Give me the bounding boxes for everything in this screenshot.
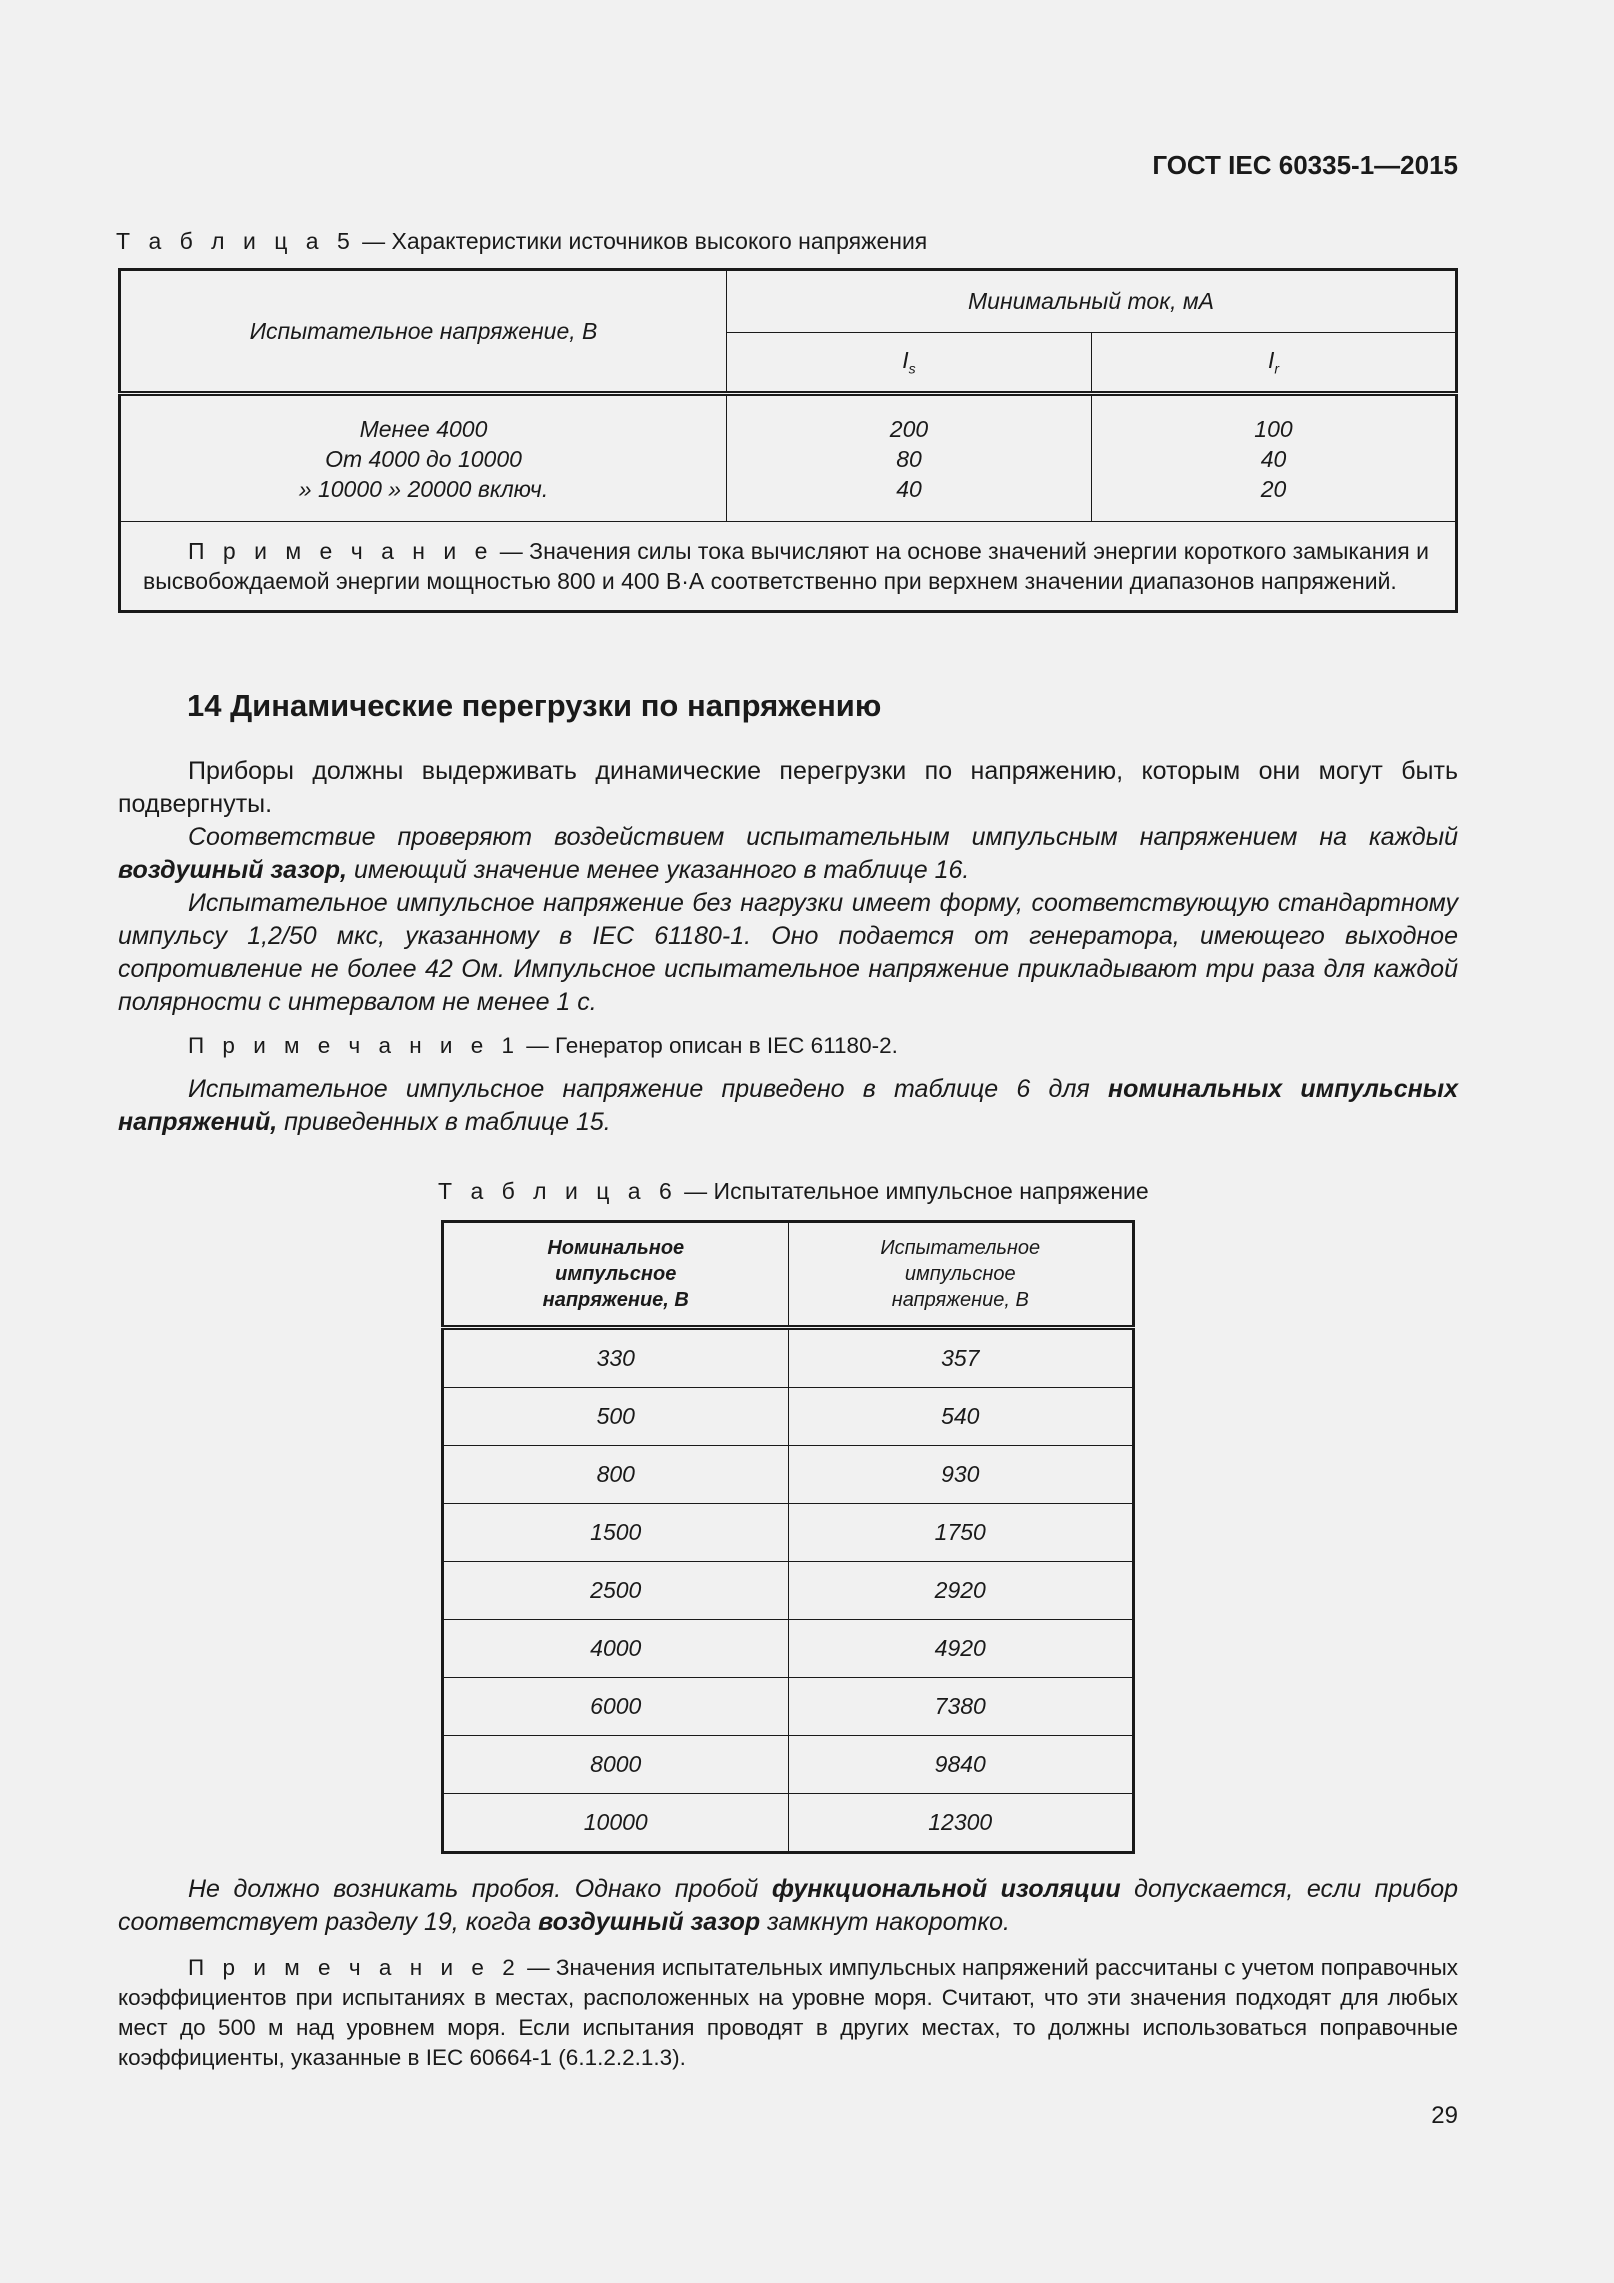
closing-body xyxy=(118,1873,1458,2073)
paragraph: Соответствие проверяют воздействием испытательным импульсным напряжением на каждый воздушный зазор, имеющий значение менее указанного в таблице 16. xyxy=(118,823,1458,884)
note-1: П р и м е ч а н и е 1 — Генератор описан в IEC 61180-2. xyxy=(188,1033,898,1058)
caption-title: — Характеристики источников высокого напряжения xyxy=(355,228,928,254)
table-row: 800 930 xyxy=(443,1446,1134,1504)
note-2: П р и м е ч а н и е 2 — Значения испытательных импульсных напряжений рассчитаны с учетом поправочных коэффициентов при испытаниях в местах, расположенных на уровне моря. Считают, что эти значения подходят для любых мест до 500 м над уровнем моря. Если испытания проводят в других местах, то должны использоваться поправочные коэффициенты, указанные в IEC 60664-1 (6.1.2.2.1.3). xyxy=(118,1955,1458,2070)
table6-caption: Т а б л и ц а 6 — Испытательное импульсное напряжение xyxy=(438,1178,1149,1204)
header-test-voltage: Испытательное напряжение, В xyxy=(120,270,727,394)
table-6 xyxy=(441,1220,1135,1854)
table-row: 10000 12300 xyxy=(443,1794,1134,1853)
table-row: 4000 4920 xyxy=(443,1620,1134,1678)
section-title: 14 Динамические перегрузки по напряжению xyxy=(187,688,882,723)
table-5 xyxy=(118,268,1458,613)
header-test: Испытательное импульсное напряжение, В xyxy=(788,1222,1134,1328)
header-ir: $I_r$ xyxy=(1091,333,1456,394)
document-header: ГОСТ IEC 60335-1—2015 xyxy=(1152,150,1458,180)
table-row: 1500 1750 xyxy=(443,1504,1134,1562)
table-row: Менее 4000 От 4000 до 10000 » 10000 » 20000 включ. 200 80 40 100 40 20 xyxy=(120,394,1457,522)
paragraph: Не должно возникать пробоя. Однако пробой функциональной изоляции допускается, если прибор соответствует разделу 19, когда воздушный зазор замкнут накоротко. xyxy=(118,1875,1459,1936)
section-body xyxy=(118,755,1458,1139)
table-row: 8000 9840 xyxy=(443,1736,1134,1794)
table5-caption xyxy=(116,228,927,255)
header-is: $I_s$ xyxy=(726,333,1091,394)
table-row: 2500 2920 xyxy=(443,1562,1134,1620)
table-row: 6000 7380 xyxy=(443,1678,1134,1736)
table-row: 500 540 xyxy=(443,1388,1134,1446)
caption-prefix: Т а б л и ц а 5 xyxy=(116,228,356,254)
page-number: 29 xyxy=(1431,2102,1458,2129)
header-min-current: Минимальный ток, мА xyxy=(726,270,1456,333)
paragraph: Приборы должны выдерживать динамические перегрузки по напряжению, которым они могут быть подвергнуты. xyxy=(118,757,1458,818)
header-nominal: Номинальное импульсное напряжение, В xyxy=(443,1222,789,1328)
paragraph: Испытательное импульсное напряжение без нагрузки имеет форму, соответствующую стандартному импульсу 1,2/50 мкс, указанному в IEC 61180-1. Оно подается от генератора, имеющего выходное сопротивление не более 42 Ом. Импульсное испытательное напряжение прикладывают три раза для каждой полярности с интервалом не менее 1 с. xyxy=(118,889,1458,1016)
table-row: 330 357 xyxy=(443,1328,1134,1388)
table5-note: П р и м е ч а н и е — Значения силы тока вычисляют на основе значений энергии короткого замыкания и высвобождаемой энергии мощностью 800 и 400 В·А соответственно при верхнем значении диапазонов напряжений. xyxy=(120,522,1457,612)
paragraph: Испытательное импульсное напряжение приведено в таблице 6 для номинальных импульсных напряжений, приведенных в таблице 15. xyxy=(118,1075,1459,1136)
